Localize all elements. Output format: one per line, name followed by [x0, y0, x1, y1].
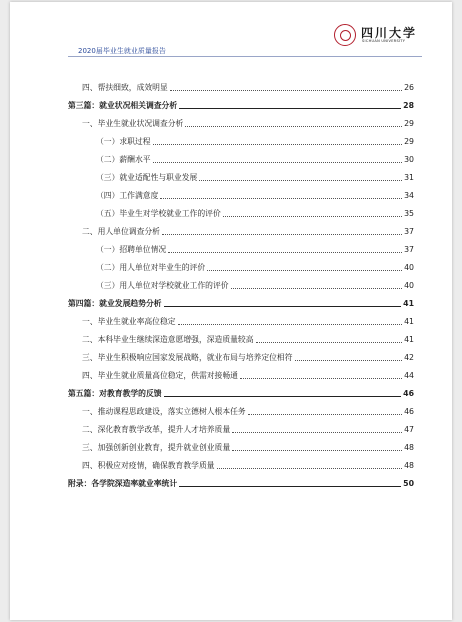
logo-name-cn: 四川大学	[361, 26, 418, 40]
toc-entry[interactable]	[68, 255, 414, 273]
toc-entry-title: （一）招聘单位情况	[96, 245, 167, 254]
toc-page-number: 37	[404, 227, 414, 236]
toc-leader-dots	[232, 450, 402, 451]
toc-leader-dots	[164, 396, 402, 397]
toc-entry[interactable]	[68, 129, 414, 147]
toc-page-number: 46	[404, 407, 414, 416]
toc-part-entry[interactable]	[68, 471, 414, 489]
toc-page-number: 47	[404, 425, 414, 434]
logo-name-en: SICHUAN UNIVERSITY	[362, 39, 406, 43]
toc-page-number: 28	[403, 101, 414, 110]
toc-leader-dots	[185, 126, 402, 127]
toc-entry[interactable]	[68, 237, 414, 255]
toc-entry-title: （二）薪酬水平	[96, 155, 151, 164]
toc-entry-title: （一）求职过程	[96, 137, 151, 146]
toc-page-number: 37	[404, 245, 414, 254]
toc-part-entry[interactable]	[68, 93, 414, 111]
university-logo	[334, 24, 424, 48]
toc-page-number: 29	[404, 119, 414, 128]
toc-entry[interactable]	[68, 345, 414, 363]
toc-entry-title: 二、本科毕业生继续深造意愿增强，深造质量较高	[82, 335, 254, 344]
toc-leader-dots	[295, 360, 403, 361]
toc-entry[interactable]	[68, 417, 414, 435]
toc-entry-title: 第三篇：就业状况相关调查分析	[68, 101, 178, 110]
toc-page-number: 40	[404, 263, 414, 272]
header-divider	[68, 56, 422, 57]
toc-entry[interactable]	[68, 327, 414, 345]
toc-leader-dots	[170, 90, 402, 91]
toc-entry[interactable]	[68, 399, 414, 417]
toc-entry-title: （四）工作满意度	[96, 191, 159, 200]
toc-entry-title: 四、帮扶细致，成效明显	[82, 83, 168, 92]
toc-page-number: 46	[403, 389, 414, 398]
toc-entry[interactable]	[68, 273, 414, 291]
toc-entry-title: （三）就业适配性与职业发展	[96, 173, 198, 182]
toc-leader-dots	[223, 216, 402, 217]
toc-entry[interactable]	[68, 201, 414, 219]
toc-entry[interactable]	[68, 219, 414, 237]
toc-entry-title: 四、积极应对疫情，确保教育教学质量	[82, 461, 215, 470]
toc-entry[interactable]	[68, 363, 414, 381]
toc-leader-dots	[168, 252, 402, 253]
toc-entry-title: （三）用人单位对学校就业工作的评价	[96, 281, 229, 290]
toc-leader-dots	[153, 162, 403, 163]
toc-page-number: 34	[404, 191, 414, 200]
toc-part-entry[interactable]	[68, 291, 414, 309]
toc-leader-dots	[256, 342, 403, 343]
toc-entry-title: 一、毕业生就业率高位稳定	[82, 317, 176, 326]
toc-leader-dots	[199, 180, 402, 181]
toc-entry[interactable]	[68, 147, 414, 165]
toc-entry[interactable]	[68, 435, 414, 453]
toc-entry-title: 二、用人单位调查分析	[82, 227, 160, 236]
toc-entry-title: 三、毕业生积极响应国家发展战略，就业布局与培养定位相符	[82, 353, 293, 362]
toc-entry-title: 一、推动课程思政建设，落实立德树人根本任务	[82, 407, 246, 416]
toc-entry[interactable]	[68, 165, 414, 183]
table-of-contents	[68, 75, 414, 489]
toc-leader-dots	[207, 270, 402, 271]
toc-leader-dots	[164, 306, 402, 307]
toc-leader-dots	[162, 234, 402, 235]
university-seal-icon	[334, 24, 356, 46]
toc-entry-title: （五）毕业生对学校就业工作的评价	[96, 209, 221, 218]
toc-page-number: 41	[404, 317, 414, 326]
toc-page-number: 35	[404, 209, 414, 218]
toc-page-number: 29	[404, 137, 414, 146]
toc-page-number: 30	[404, 155, 414, 164]
toc-page-number: 41	[403, 299, 414, 308]
toc-page-number: 41	[404, 335, 414, 344]
toc-entry-title: 二、深化教育教学改革，提升人才培养质量	[82, 425, 231, 434]
toc-entry-title: 三、加强创新创业教育，提升就业创业质量	[82, 443, 231, 452]
toc-entry[interactable]	[68, 75, 414, 93]
toc-leader-dots	[240, 378, 402, 379]
toc-leader-dots	[179, 108, 401, 109]
toc-leader-dots	[153, 144, 403, 145]
toc-leader-dots	[231, 288, 403, 289]
toc-entry-title: 一、毕业生就业状况调查分析	[82, 119, 184, 128]
toc-page-number: 42	[404, 353, 414, 362]
toc-leader-dots	[178, 324, 403, 325]
toc-entry-title: 第四篇：就业发展趋势分析	[68, 299, 162, 308]
toc-page-number: 40	[404, 281, 414, 290]
toc-leader-dots	[160, 198, 402, 199]
toc-entry-title: 四、毕业生就业质量高位稳定，供需对接畅通	[82, 371, 238, 380]
toc-part-entry[interactable]	[68, 381, 414, 399]
toc-page-number: 48	[404, 443, 414, 452]
toc-entry-title: （二）用人单位对毕业生的评价	[96, 263, 206, 272]
toc-leader-dots	[217, 468, 403, 469]
document-page	[10, 2, 452, 620]
toc-page-number: 31	[404, 173, 414, 182]
toc-entry-title: 第五篇：对教育教学的反馈	[68, 389, 162, 398]
toc-leader-dots	[179, 486, 401, 487]
toc-entry[interactable]	[68, 453, 414, 471]
toc-entry[interactable]	[68, 309, 414, 327]
report-header-title: 2020届毕业生就业质量报告	[78, 47, 166, 55]
toc-page-number: 50	[403, 479, 414, 488]
toc-entry[interactable]	[68, 111, 414, 129]
toc-entry[interactable]	[68, 183, 414, 201]
toc-page-number: 26	[404, 83, 414, 92]
toc-page-number: 48	[404, 461, 414, 470]
toc-entry-title: 附录：各学院深造率就业率统计	[68, 479, 178, 488]
toc-leader-dots	[232, 432, 402, 433]
toc-page-number: 44	[404, 371, 414, 380]
toc-leader-dots	[248, 414, 402, 415]
